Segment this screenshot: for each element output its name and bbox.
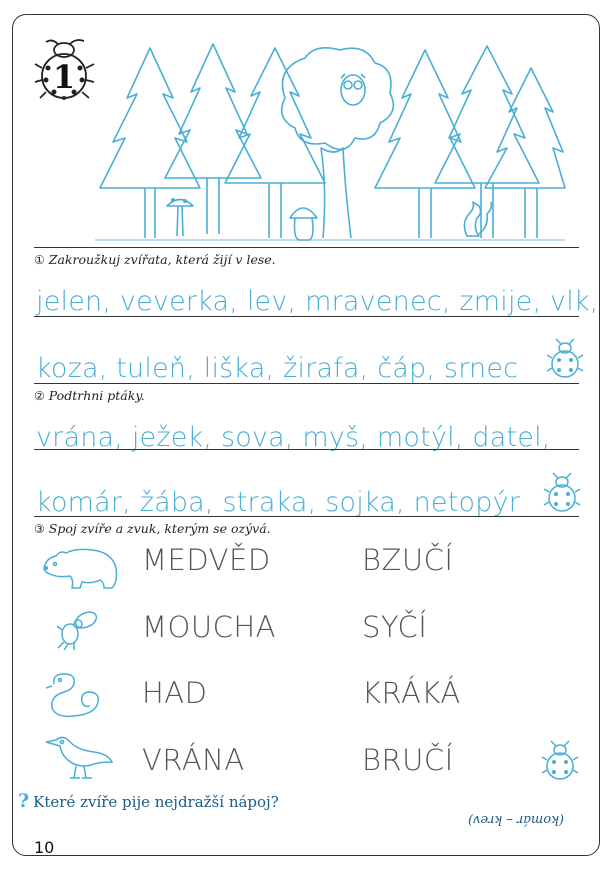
task-1-line-1[interactable]: jelen, veverka, lev, mravenec, zmije, vlk, [36,286,599,317]
task-2-line-1[interactable]: vrána, ježek, sova, myš, motýl, datel, [36,422,551,453]
ladybug-icon [540,740,580,782]
task-2-index: ② [34,389,45,403]
sound-word-2[interactable]: SYČÍ [362,610,428,644]
ladybug-icon [542,472,582,514]
task-1-line-2-rule [34,383,579,384]
sound-word-4[interactable]: BRUČÍ [362,743,454,777]
task-3-index: ③ [34,522,45,536]
task-3-text: Spoj zvíře a zvuk, kterým se ozývá. [48,521,271,536]
task-1-line-1-rule [34,316,579,317]
task-1-text: Zakroužkuj zvířata, která žijí v lese. [48,252,276,267]
badge-number: 1 [52,58,76,96]
riddle-text: Které zvíře pije nejdražší nápoj? [33,793,279,811]
snake-icon [44,670,104,720]
task-2-instruction [34,388,145,403]
animal-word-1[interactable]: MEDVĚD [142,543,271,577]
forest-illustration [95,38,565,248]
task-1-instruction [34,252,276,267]
crow-icon [44,732,114,782]
ladybug-icon [545,338,585,380]
sound-word-3[interactable]: KRÁKÁ [362,676,461,710]
fly-icon [56,608,100,650]
riddle-answer: (komár – krev) [468,812,565,827]
sound-word-1[interactable]: BZUČÍ [362,543,454,577]
task-2-line-2[interactable]: komár, žába, straka, sojka, netopýr [36,487,521,518]
animal-word-2[interactable]: MOUCHA [142,610,276,644]
animal-word-3[interactable]: HAD [142,676,208,710]
task-2-line-1-rule [34,449,579,450]
page-number: 10 [34,838,55,857]
task-3-instruction [34,521,271,536]
question-mark-icon: ? [18,790,30,812]
riddle-question [18,790,279,812]
task-1-line-2[interactable]: koza, tuleň, liška, žirafa, čáp, srnec [36,353,519,384]
bear-icon [42,544,120,592]
task-2-text: Podtrhni ptáky. [48,388,145,403]
animal-word-4[interactable]: VRÁNA [142,743,245,777]
ladybug-badge [34,38,98,102]
task-1-rule [34,247,579,248]
task-1-index: ① [34,253,45,267]
task-2-line-2-rule [34,516,579,517]
